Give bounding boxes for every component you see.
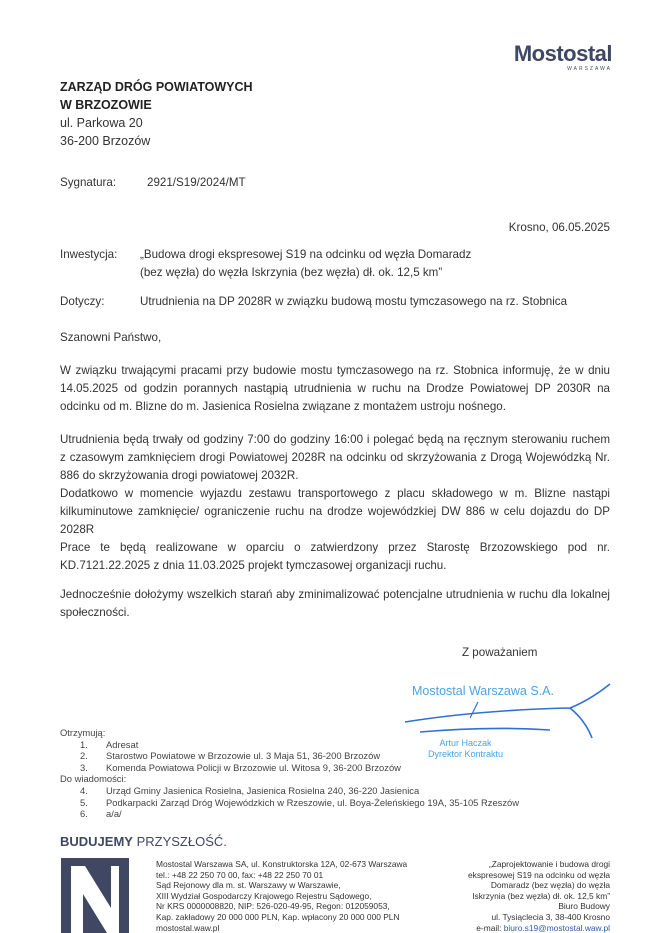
footer-logo-mark bbox=[61, 858, 129, 933]
subject-label: Dotyczy: bbox=[60, 295, 105, 308]
addressee-name: ZARZĄD DRÓG POWIATOWYCH bbox=[60, 80, 253, 94]
company-details bbox=[156, 859, 407, 933]
footer-line: Domaradz (bez węzła) do węzła bbox=[490, 880, 610, 891]
footer-line: Iskrzynia (bez węzła) dł. ok. 12,5 km” bbox=[472, 890, 610, 901]
addressee bbox=[60, 78, 253, 150]
footer-line: Kap. zakładowy 20 000 000 PLN, Kap. wpłacony 20 000 000 PLN bbox=[156, 911, 400, 922]
footer-line: ul. Tysiąclecia 3, 38-400 Krosno bbox=[491, 911, 610, 922]
signature-ref bbox=[60, 174, 246, 192]
footer-line: „Zaprojektowanie i budowa drogi bbox=[488, 859, 610, 869]
subject-value: Utrudnienia na DP 2028R w związku budową mostu tymczasowego na rz. Stobnica bbox=[140, 295, 568, 308]
body-paragraph-group bbox=[60, 431, 610, 575]
list-item: 2. Starostwo Powiatowe w Brzozowie ul. 3 Maja 51, 36-200 Brzozów bbox=[80, 750, 381, 762]
footer-line: Mostostal Warszawa SA, ul. Konstruktorska 12A, 02-673 Warszawa bbox=[156, 859, 408, 869]
footer-line: Nr KRS 0000008820, NIP: 526-020-49-95, Regon: 012059053, bbox=[156, 901, 390, 912]
addressee-street: ul. Parkowa 20 bbox=[60, 116, 143, 130]
footer-slogan: BUDUJEMY PRZYSZŁOŚĆ. bbox=[60, 834, 227, 849]
footer-website: mostostal.waw.pl bbox=[156, 922, 220, 933]
body-paragraph: Jednocześnie dołożymy wszelkich starań aby zminimalizować potencjalne utrudnienia w ruchu dla lokalnej społeczności. bbox=[60, 588, 610, 619]
signature-value: 2921/S19/2024/MT bbox=[147, 176, 246, 189]
investment-line: „Budowa drogi ekspresowej S19 na odcinku od węzła Domaradz bbox=[140, 248, 472, 261]
body-paragraph: W związku trwającymi pracami przy budowie mostu tymczasowego na rz. Stobnica informuję, że w dniu 14.05.2025 od godzin porannych nastąpią utrudnienia w ruchu na Drodze Powiatowej DP 2030R na odcinku od m. Blizne do m. Jasienica Rosielna związane z montażem ustroju nośnego. bbox=[60, 364, 610, 413]
closing: Z poważaniem bbox=[462, 646, 538, 659]
body-paragraph: Utrudnienia będą trwały od godziny 7:00 do godziny 16:00 i polegać będą na ręcznym sterowaniu ruchem z czasowym zamknięciem drogi Powiatowej 2028R na odcinku od skrzyżowania z Drogą Wojewódzką Nr. 886 do skrzyżowania drogi powiatowej 2032R. bbox=[60, 433, 610, 482]
signature-label: Sygnatura: bbox=[60, 176, 117, 189]
place-date: Krosno, 06.05.2025 bbox=[508, 221, 610, 234]
cc-label: Do wiadomości: bbox=[60, 773, 127, 785]
footer-line: ekspresowej S19 na odcinku od węzła bbox=[468, 869, 610, 880]
stamp-title: Dyrektor Kontraktu bbox=[428, 749, 504, 759]
footer-line: XIII Wydział Gospodarczy Krajowego Rejestru Sądowego, bbox=[156, 890, 372, 901]
logo-subtext: WARSZAWA bbox=[567, 66, 612, 72]
project-details bbox=[468, 859, 610, 933]
footer-line: tel.: +48 22 250 70 00, fax: +48 22 250 70 01 bbox=[156, 869, 324, 880]
footer-line: Biuro Budowy bbox=[558, 901, 610, 912]
addressee-name-2: W BRZOZOWIE bbox=[60, 98, 152, 112]
list-item: 6. a/a/ bbox=[80, 808, 122, 820]
company-logo bbox=[476, 42, 612, 72]
email-link[interactable]: biuro.s19@mostostal.waw.pl bbox=[503, 922, 610, 933]
list-item: 3. Komenda Powiatowa Policji w Brzozowie ul. Witosa 9, 36-200 Brzozów bbox=[80, 761, 401, 773]
email-label: e-mail: bbox=[476, 922, 502, 933]
list-item: 4. Urząd Gminy Jasienica Rosielna, Jasienica Rosielna 240, 36-220 Jasienica bbox=[80, 784, 420, 796]
recipients-label: Otrzymują: bbox=[60, 727, 106, 738]
stamp-company: Mostostal Warszawa S.A. bbox=[412, 684, 554, 698]
slogan-bold: BUDUJEMY bbox=[60, 834, 133, 849]
greeting: Szanowni Państwo, bbox=[60, 331, 162, 344]
slogan-light: PRZYSZŁOŚĆ bbox=[136, 834, 224, 849]
list-item: 5. Podkarpacki Zarząd Dróg Wojewódzkich w Rzeszowie, ul. Boya-Żeleńskiego 19A, 35-105 Rzeszów bbox=[80, 796, 520, 808]
investment-line: (bez węzła) do węzła Iskrzynia (bez węzła) dł. ok. 12,5 km” bbox=[140, 266, 443, 279]
logo-text: Mostostal bbox=[513, 41, 612, 66]
list-item: 1. Adresat bbox=[80, 738, 139, 750]
body-paragraph: Prace te będą realizowane w oparciu o zatwierdzony przez Starostę Brzozowskiego pod nr. KD.7121.22.2025 z dnia 11.03.2025 projekt tymczasowej organizacji ruchu. bbox=[60, 541, 610, 572]
investment-value bbox=[140, 246, 471, 282]
addressee-city: 36-200 Brzozów bbox=[60, 134, 151, 148]
body-paragraph: Dodatkowo w momencie wyjazdu zestawu transportowego z placu składowego w m. Blizne nastąpi kilkuminutowe zamknięcie/ ograniczenie ruchu na drodze wojewódzkiej DW 886 w celu dojazdu do DP 2028R bbox=[60, 487, 610, 536]
distribution-list bbox=[60, 727, 580, 820]
investment-label: Inwestycja: bbox=[60, 248, 118, 261]
footer-line: Sąd Rejonowy dla m. st. Warszawy w Warszawie, bbox=[156, 880, 341, 891]
stamp-name: Artur Haczak bbox=[439, 738, 492, 748]
